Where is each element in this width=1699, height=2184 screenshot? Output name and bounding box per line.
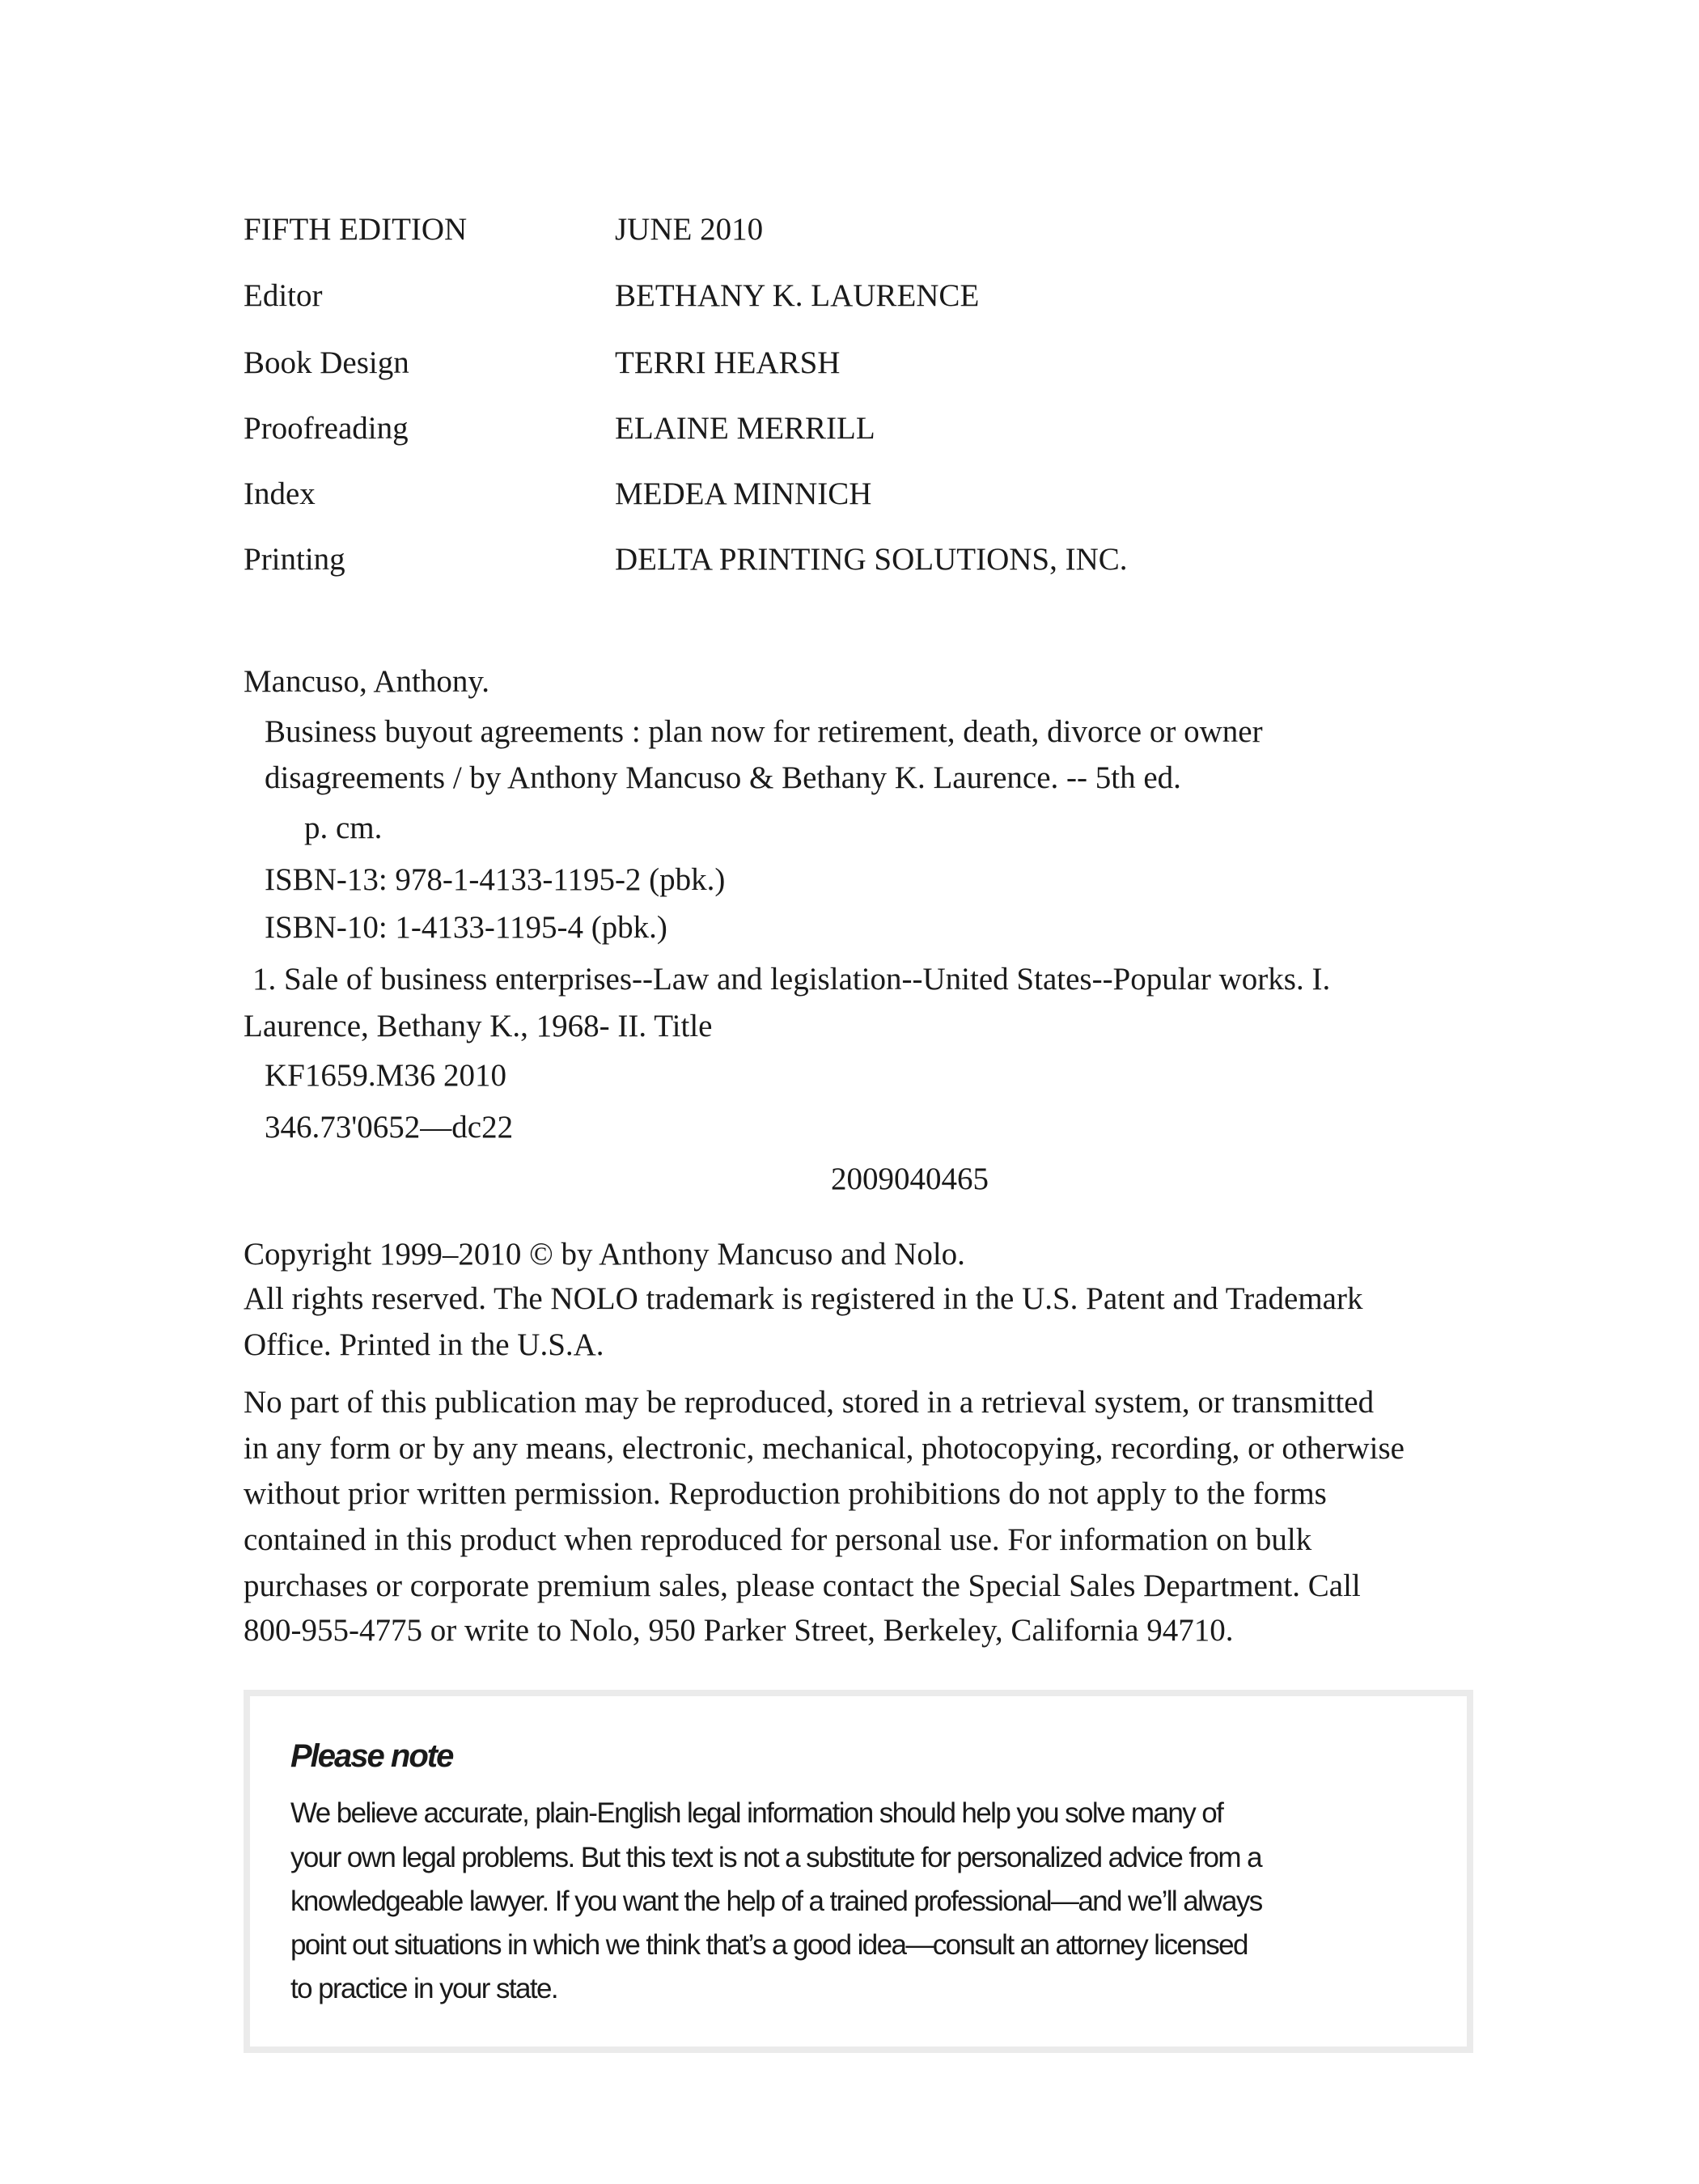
credit-value: JUNE 2010 <box>615 212 764 247</box>
credit-value: DELTA PRINTING SOLUTIONS, INC. <box>615 542 1128 577</box>
note-line: We believe accurate, plain-English legal information should help you solve many of <box>290 1797 1223 1829</box>
note-line: knowledgeable lawyer. If you want the help of a trained professional—and we’ll always <box>290 1886 1262 1917</box>
reproduction-line: contained in this product when reproduced for personal use. For information on bulk <box>244 1522 1312 1557</box>
note-title: Please note <box>290 1738 453 1774</box>
credit-role: Editor <box>244 278 323 313</box>
copyright-line: All rights reserved. The NOLO trademark is registered in the U.S. Patent and Trademark <box>244 1281 1363 1316</box>
credit-role: FIFTH EDITION <box>244 212 468 247</box>
reproduction-line: No part of this publication may be reproduced, stored in a retrieval system, or transmitted <box>244 1385 1375 1420</box>
catalog-line: Mancuso, Anthony. <box>244 664 490 699</box>
catalog-line: KF1659.M36 2010 <box>265 1058 507 1093</box>
note-line: your own legal problems. But this text is not a substitute for personalized advice from a <box>290 1842 1261 1873</box>
credit-role: Proofreading <box>244 411 409 446</box>
reproduction-line: without prior written permission. Reproduction prohibitions do not apply to the forms <box>244 1476 1327 1511</box>
catalog-line: 1. Sale of business enterprises--Law and legislation--United States--Popular works. I. <box>252 962 1331 997</box>
copyright-line: Copyright 1999–2010 © by Anthony Mancuso and Nolo. <box>244 1237 965 1272</box>
credit-value: ELAINE MERRILL <box>615 411 875 446</box>
catalog-line: ISBN-10: 1-4133-1195-4 (pbk.) <box>265 910 667 945</box>
credit-role: Book Design <box>244 345 409 380</box>
credit-value: TERRI HEARSH <box>615 345 841 380</box>
credit-role: Printing <box>244 542 345 577</box>
catalog-line: ISBN-13: 978-1-4133-1195-2 (pbk.) <box>265 862 726 897</box>
reproduction-line: in any form or by any means, electronic, mechanical, photocopying, recording, or otherwise <box>244 1431 1405 1466</box>
note-line: to practice in your state. <box>290 1973 557 2004</box>
catalog-line: 2009040465 <box>831 1162 989 1196</box>
reproduction-line: purchases or corporate premium sales, please contact the Special Sales Department. Call <box>244 1568 1361 1603</box>
catalog-line: Business buyout agreements : plan now for retirement, death, divorce or owner <box>265 714 1263 749</box>
catalog-line: 346.73'0652—dc22 <box>265 1110 514 1145</box>
catalog-line: disagreements / by Anthony Mancuso & Bethany K. Laurence. -- 5th ed. <box>265 760 1181 795</box>
please-note-box <box>244 1690 1473 2053</box>
catalog-line: Laurence, Bethany K., 1968- II. Title <box>244 1009 713 1043</box>
credit-value: MEDEA MINNICH <box>615 476 872 511</box>
catalog-line: p. cm. <box>304 811 383 845</box>
reproduction-line: 800-955-4775 or write to Nolo, 950 Parker Street, Berkeley, California 94710. <box>244 1613 1234 1648</box>
note-line: point out situations in which we think that’s a good idea—consult an attorney licensed <box>290 1929 1248 1961</box>
credit-role: Index <box>244 476 316 511</box>
credit-value: BETHANY K. LAURENCE <box>615 278 980 313</box>
copyright-line: Office. Printed in the U.S.A. <box>244 1327 604 1362</box>
